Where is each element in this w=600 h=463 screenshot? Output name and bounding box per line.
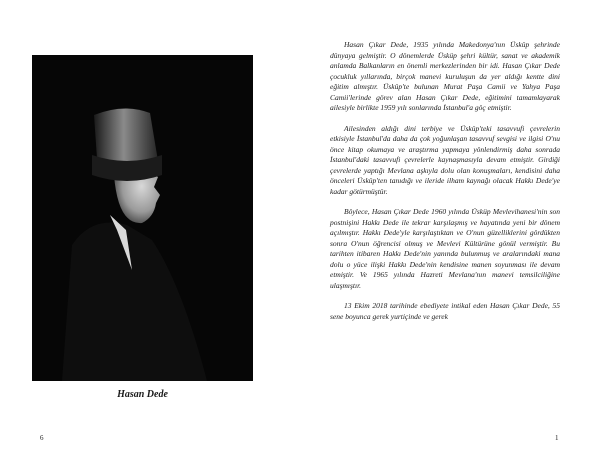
photo-caption: Hasan Dede xyxy=(117,389,168,400)
paragraph: Hasan Çıkar Dede, 1935 yılında Makedonya'nın Üsküp şehrinde dünyaya gelmiştir. O dönemlerde Üsküp şehri kültür, sanat ve akademik anlamda Balkanların en önemli merkezlerinden bir idi. Hasan Çıkar Dede çocukluk yıllarında, birçok manevi kuruluşun da yer aldığı kentte dini eğitim almıştır. Üsküp'te bulunan Murat Paşa Camii ve Yahya Paşa Camii'lerinde görev alan Hasan Çıkar Dede, eğitimini tamamlayarak ailesiyle birlikte 1959 yılı sonlarında İstanbul'a göç etmiştir. xyxy=(330,40,560,112)
body-text xyxy=(330,40,560,332)
page-number-right: 1 xyxy=(555,434,559,442)
paragraph: Böylece, Hasan Çıkar Dede 1960 yılında Üsküp Mevlevihanesi'nin son postnişini Hakkı Dede ile tekrar karşılaşmış ve hayatında yeni bir dönem açılmıştır. Hakkı Dede'yle karşılaştıktan ve O'nun güzelliklerini gördükten sonra O'nun öğrencisi olmuş ve Mevlevi Kültürüne gönül vermiştir. Bu tarihten itibaren Hakkı Dede'nin yanında bulunmuş ve aralarındaki mana dolu o yüce ilişki Hakkı Dede'nin kendisine manen soyunması ile devam etmiştir. Ve 1965 yılında Hazreti Mevlana'nın manevi temsilciliğine ulaşmıştır. xyxy=(330,207,560,290)
paragraph: Ailesinden aldığı dini terbiye ve Üsküp'teki tasavvufi çevrelerin etkisiyle İstanbul'da daha da çok yoğunlaşan tasavvuf sevgisi ve ilgisi O'nu önce kitap okumaya ve araştırma yapmaya yönlendirmiş daha sonrada İstanbul'daki tasavvufi çevrelerle kaynaşmasıyla devam etmiştir. Girdiği çevrelerde yaptığı Mevlana aşkıyla dolu olan konuşmaları, kendisini daha önceleri Üsküp'ten tanıdığı ve ileride ilham kaynağı olacak Hakkı Dede'ye kadar götürmüştür. xyxy=(330,123,560,196)
page-number-left: 6 xyxy=(40,434,44,442)
portrait-photo xyxy=(32,55,253,381)
paragraph: 13 Ekim 2018 tarihinde ebediyete intikal eden Hasan Çıkar Dede, 55 sene boyunca gerek yurtiçinde ve gerek xyxy=(330,301,560,321)
portrait-image xyxy=(32,55,253,381)
